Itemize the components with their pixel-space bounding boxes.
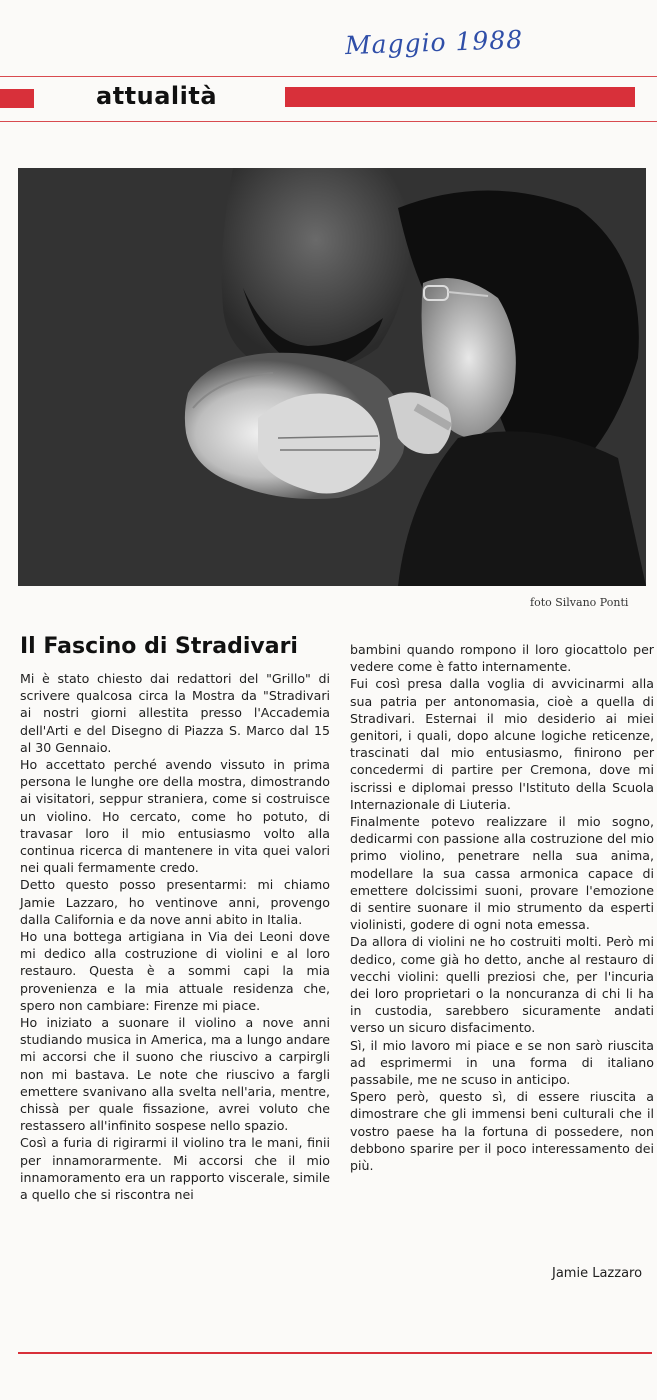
paragraph: bambini quando rompono il loro giocattolo per vedere come è fatto internamente. xyxy=(350,642,654,675)
paragraph: Finalmente potevo realizzare il mio sogno, dedicarmi con passione alla costruzione del mio primo violino, penetrare nella sua anima, modellare la sua cassa armonica capace di emettere dolcissimi suoni, provare l'emozione di sentire suonare il mio strumento da esperti violinisti, godere di ogni nota emessa. xyxy=(350,814,654,933)
paragraph: Mi è stato chiesto dai redattori del "Grillo" di scrivere qualcosa circa la Mostra da "Stradivari ai nostri giorni allestita presso l'Accademia dell'Arti e del Disegno di Piazza S. Marco dal 15 al 30 Gennaio. xyxy=(20,671,330,755)
paragraph: Fui così presa dalla voglia di avvicinarmi alla sua patria per antonomasia, cioè a quella di Stradivari. Esternai il mio desiderio ai miei genitori, i quali, dopo alcune logiche reticenze, trascinati dal mio entusiasmo, finirono per concedermi di partire per Cremona, dove mi iscrissi e diplomai presso l'Istituto della Scuola Internazionale di Liuteria. xyxy=(350,676,654,812)
paragraph: Da allora di violini ne ho costruiti molti. Però mi dedico, come già ho detto, anche al restauro di vecchi violini: quelli preziosi che, per l'incuria dei loro proprietari o la noncuranza di chi li ha in custodia, sarebbero sicuramente andati verso un sicuro disfacimento. xyxy=(350,934,654,1036)
article-title: Il Fascino di Stradivari xyxy=(20,634,298,659)
paragraph: Così a furia di rigirarmi il violino tra le mani, finii per innamorarmente. Mi accorsi che il mio innamoramento era un rapporto viscerale, simile a quello che si riscontra nei xyxy=(20,1135,330,1203)
paragraph: Sì, il mio lavoro mi piace e se non sarò riuscita ad esprimermi in una forma di italiano passabile, me ne scuso in anticipo. xyxy=(350,1037,654,1088)
paragraph: Ho iniziato a suonare il violino a nove anni studiando musica in America, ma a lungo andare mi accorsi che il suono che riuscivo a carpirgli non mi bastava. Le note che riuscivo a fargli emettere svanivano alla svelta nell'aria, mentre, chissà per quale fissazione, avrei voluto che restassero all'infinito sospese nello spazio. xyxy=(20,1015,330,1134)
violin-maker-photo xyxy=(18,168,646,586)
paragraph: Ho accettato perché avendo vissuto in prima persona le lunghe ore della mostra, dimostrando ai visitatori, seppur straniera, come si costruisce un violino. Ho cercato, come ho potuto, di travasar loro il mio entusiasmo volto alla continua ricerca di mantenere in vita quei valori nei quali fermamente credo. xyxy=(20,757,330,876)
bottom-rule xyxy=(18,1352,652,1354)
header-red-bar-left xyxy=(0,89,34,108)
paragraph: Spero però, questo sì, di essere riuscita a dimostrare che gli immensi beni culturali che il vostro paese ha la fortuna di possedere, non debbono sparire per il poco interessamento dei più. xyxy=(350,1089,654,1174)
author-signature: Jamie Lazzaro xyxy=(552,1266,643,1281)
article-column-right xyxy=(350,641,654,1174)
paragraph: Ho una bottega artigiana in Via dei Leoni dove mi dedico alla costruzione di violini e al loro restauro. Questa è a sommi capi la mia provenienza e la mia attuale residenza che, spero non cambiare: Firenze mi piace. xyxy=(20,929,330,1013)
header-red-bar-right xyxy=(285,87,635,107)
photo-credit: foto Silvano Ponti xyxy=(530,596,629,609)
section-label: attualità xyxy=(96,82,218,110)
handwritten-date: Maggio 1988 xyxy=(344,24,524,61)
article-column-left xyxy=(20,670,330,1203)
paragraph: Detto questo posso presentarmi: mi chiamo Jamie Lazzaro, ho ventinove anni, provengo dalla California e da nove anni abito in Italia. xyxy=(20,877,330,927)
